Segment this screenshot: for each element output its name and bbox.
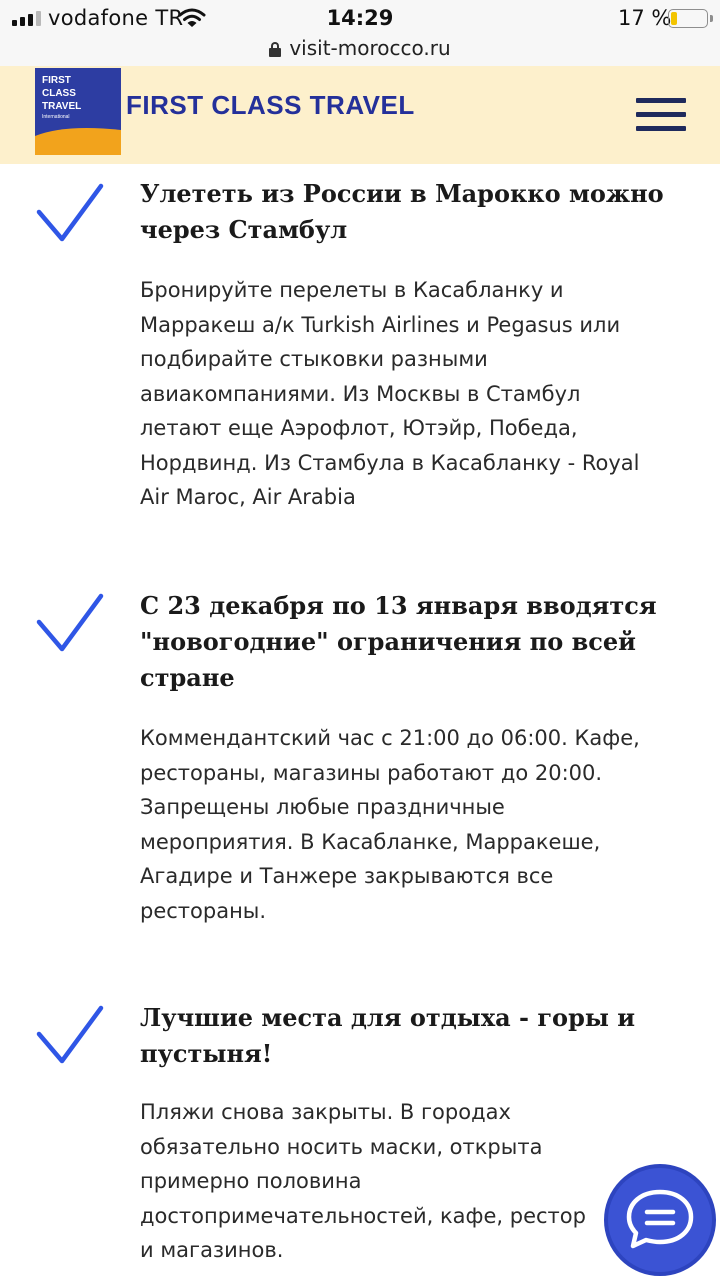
hamburger-menu-icon[interactable] (636, 98, 686, 132)
checkmark-icon (36, 592, 104, 654)
item-text: Пляжи снова закрыты. В городах обязательно носить маски, открыта примерно половина достопримечательностей, кафе, рестор и магазинов. (140, 1100, 586, 1262)
address-bar[interactable] (0, 36, 720, 66)
battery-tip (710, 15, 713, 22)
item-title: С 23 декабря по 13 января вводятся "новогодние" ограничения по всей стране (140, 591, 657, 692)
battery-level (671, 12, 677, 25)
item-text: Бронируйте перелеты в Касабланку и Марракеш а/к Turkish Airlines и Pegasus или подбирайте стыковки разными авиакомпаниями. Из Москвы в Стамбул летают еще Аэрофлот, Ютэйр, Победа, Нордвинд. Из Стамбула в Касабланку - Royal Air Maroc, Air Arabia (140, 278, 640, 509)
lock-icon (269, 42, 281, 57)
checkmark-icon (36, 182, 104, 244)
site-header (0, 66, 720, 164)
chat-bubble-icon (608, 1168, 712, 1272)
item-title: Лучшие места для отдыха - горы и пустыня! (140, 1003, 636, 1068)
status-bar (0, 0, 720, 36)
logo-text: FIRST CLASS TRAVEL (42, 75, 82, 112)
battery-icon (668, 9, 708, 28)
logo-subtitle: International (42, 114, 70, 120)
url-text: visit-morocco.ru (289, 36, 451, 60)
item-text: Коммендантский час с 21:00 до 06:00. Кафе, рестораны, магазины работают до 20:00. Запрещены любые праздничные мероприятия. В Касабланке, Марракеше, Агадире и Танжере закрываются все рестораны. (140, 726, 640, 923)
brand-name[interactable]: FIRST CLASS TRAVEL (126, 90, 415, 120)
item-title: Улететь из России в Марокко можно через Стамбул (140, 179, 664, 244)
logo[interactable] (35, 68, 121, 155)
checkmark-icon (36, 1004, 104, 1066)
carrier-name: vodafone TR (48, 6, 184, 30)
battery-percent: 17 % (618, 6, 672, 30)
chat-button[interactable] (604, 1164, 716, 1276)
clock: 14:29 (326, 6, 394, 30)
